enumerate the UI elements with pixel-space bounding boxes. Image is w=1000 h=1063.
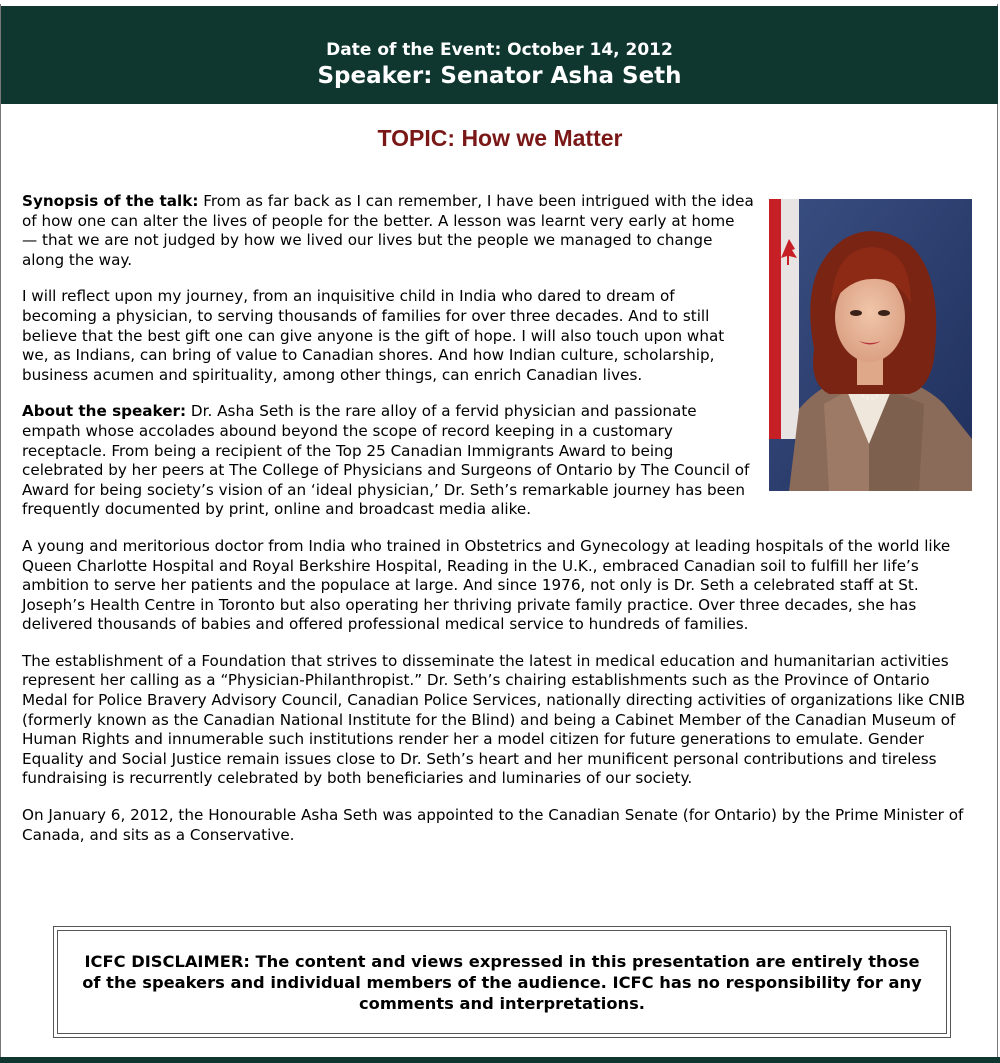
topic-title: TOPIC: How we Matter <box>377 125 623 151</box>
synopsis-label: Synopsis of the talk: <box>22 192 199 210</box>
event-date: Date of the Event: October 14, 2012 <box>326 40 673 60</box>
foundation-paragraph: The establishment of a Foundation that strives to disseminate the latest in medical education and humanitarian activities represent her calling as a “Physician-Philanthropist.” Dr. Seth’s chairing establishments such as the Province of Ontario Medal for Police Bravery Advisory Council, Canadian Police Services, nationally directing activities of organizations like CNIB (formerly known as the Canadian National Institute for the Blind) and being a Cabinet Member of the Canadian Museum of Human Rights and innumerable such institutions render her a model citizen for future generations to emulate. Gender Equality and Social Justice remain issues close to Dr. Seth’s heart and her munificent personal contributions and tireless fundraising is recurrently celebrated by both beneficiaries and luminaries of our society. <box>22 651 966 788</box>
senate-paragraph: On January 6, 2012, the Honourable Asha Seth was appointed to the Canadian Senate (for Ontario) by the Prime Minister of Canada, and sits as a Conservative. <box>22 806 964 844</box>
career-paragraph: A young and meritorious doctor from India who trained in Obstetrics and Gynecology at leading hospitals of the world like Queen Charlotte Hospital and Royal Berkshire Hospital, Reading in the U.K., embraced Canadian soil to fulfill her life’s ambition to serve her patients and the populace at large. And since 1976, not only is Dr. Seth a celebrated staff at St. Joseph’s Health Centre in Toronto but also operating her thriving private family practice. Over three decades, she has delivered thousands of babies and offered professional medical service to hundreds of families. <box>22 536 951 634</box>
synopsis-text: From as far back as I can remember, I have been intrigued with the idea of how one can alter the lives of people for the better. A lesson was learnt very early at home — that we are not judged by how we lived our lives but the people we managed to change along the way. <box>22 192 754 269</box>
photo-spacer <box>774 192 978 492</box>
disclaimer-text: ICFC DISCLAIMER: The content and views expressed in this presentation are entirely those of the speakers and individual members of the audience. ICFC has no responsibility for any comments and interpretations. <box>57 930 947 1034</box>
disclaimer-box <box>53 926 951 1038</box>
speaker-name: Speaker: Senator Asha Seth <box>317 63 682 89</box>
article-body <box>22 192 978 862</box>
event-header <box>1 6 998 104</box>
about-text: Dr. Asha Seth is the rare alloy of a fervid physician and passionate empath whose accolades abound beyond the scope of record keeping in a customary receptacle. From being a recipient of the Top 25 Canadian Immigrants Award to being celebrated by her peers at The College of Physicians and Surgeons of Ontario by The Council of Award for being society’s vision of an ‘ideal physician,’ Dr. Seth’s remarkable journey has been frequently documented by print, online and broadcast media alike. <box>22 402 750 519</box>
reflection-paragraph: I will reflect upon my journey, from an inquisitive child in India who dared to dream of becoming a physician, to serving thousands of families for over three decades. And to still believe that the best gift one can give anyone is the gift of hope. I will also touch upon what we, as Indians, can bring of value to Canadian shores. And how Indian culture, scholarship, business acumen and spirituality, among other things, can enrich Canadian lives. <box>22 287 725 384</box>
footer-bar <box>0 1057 1000 1063</box>
about-label: About the speaker: <box>22 402 187 421</box>
